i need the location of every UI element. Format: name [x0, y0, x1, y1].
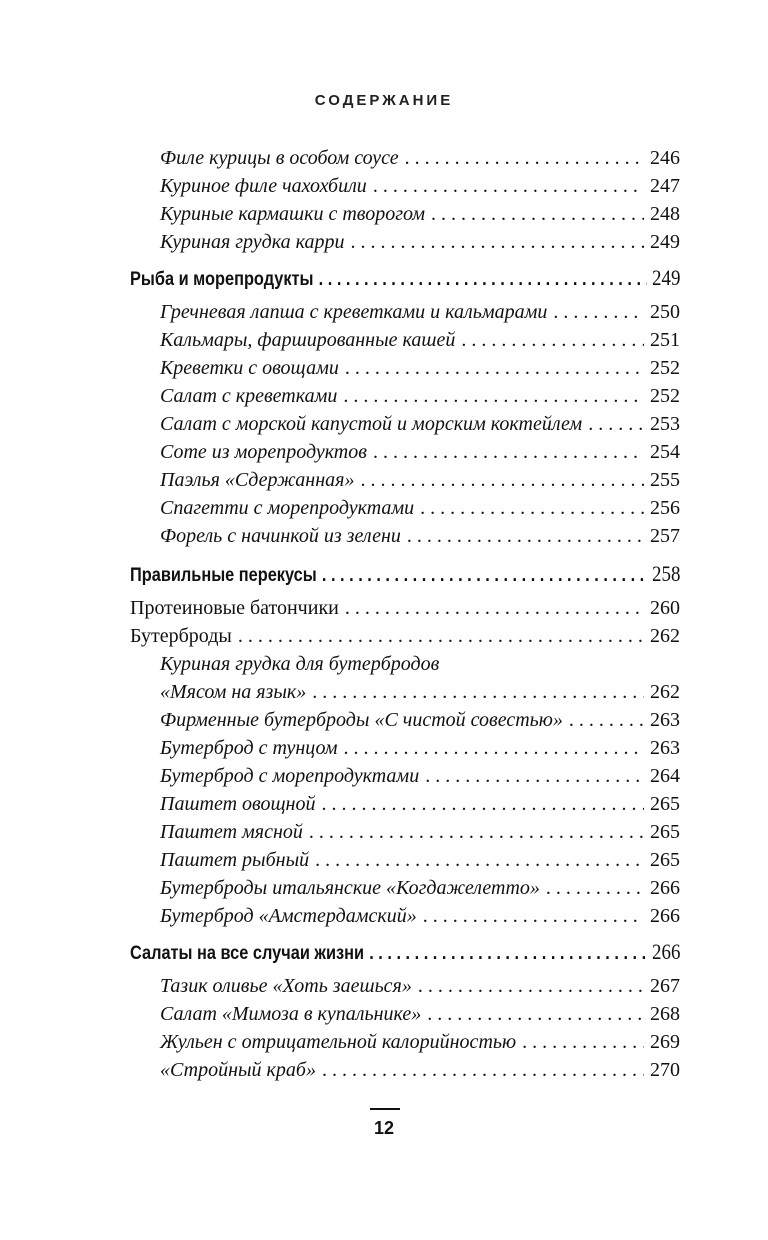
dot-leader: [345, 594, 644, 622]
entry-title: Креветки с овощами: [160, 357, 339, 379]
entry-page: 262: [650, 625, 680, 647]
entry-title: Филе курицы в особом соусе: [160, 147, 399, 169]
entry-title: Бутерброд «Амстердамский»: [160, 905, 417, 927]
entry-title: Форель с начинкой из зелени: [160, 525, 401, 547]
entry-page: 260: [650, 597, 680, 619]
dot-leader: [322, 1056, 644, 1084]
entry-title: Паштет мясной: [160, 821, 303, 843]
entry-title: Кальмары, фаршированные кашей: [160, 329, 456, 351]
entry-page: 265: [650, 849, 680, 871]
entry-page: 254: [650, 441, 680, 463]
entry-page: 266: [650, 905, 680, 927]
entry-page: 257: [650, 525, 680, 547]
dot-leader: [407, 522, 644, 550]
entry-title: Спагетти с морепродуктами: [160, 497, 415, 519]
entry-page: 247: [650, 175, 680, 197]
entry-title: Салат с креветками: [160, 385, 338, 407]
entry-page: 248: [650, 203, 680, 225]
dot-leader: [360, 466, 644, 494]
dot-leader: [405, 144, 644, 172]
entry-page: 266: [652, 939, 681, 964]
toc-section-heading: [130, 560, 680, 588]
toc-entry: [160, 1000, 680, 1028]
entry-page: 269: [650, 1031, 680, 1053]
toc-entry: [130, 622, 680, 650]
entry-page: 252: [650, 385, 680, 407]
dot-leader: [418, 972, 644, 1000]
toc-entry: [160, 972, 680, 1000]
dot-leader: [344, 734, 644, 762]
entry-title: «Мясом на язык»: [160, 681, 307, 703]
toc-entry: [160, 354, 680, 382]
toc-entry: [160, 466, 680, 494]
entry-page: 265: [650, 821, 680, 843]
entry-page: 255: [650, 469, 680, 491]
folio-rule: [370, 1108, 400, 1110]
dot-leader: [319, 266, 647, 294]
page-number: 12: [373, 1118, 395, 1138]
toc-entry: [160, 734, 680, 762]
entry-page: 264: [650, 765, 680, 787]
toc-entry: [160, 650, 680, 678]
toc-entry: [160, 172, 680, 200]
entry-title: Жульен с отрицательной калорийностью: [160, 1031, 517, 1053]
toc-entry: [160, 762, 680, 790]
entry-page: 262: [650, 681, 680, 703]
dot-leader: [238, 622, 644, 650]
dot-leader: [345, 354, 644, 382]
entry-title: Паштет овощной: [160, 793, 316, 815]
entry-title: Куриная грудка для бутербродов: [160, 653, 440, 675]
entry-title: Куриное филе чахохбили: [160, 175, 367, 197]
toc-entry: [160, 144, 680, 172]
dot-leader: [423, 902, 644, 930]
entry-page: 249: [650, 231, 680, 253]
toc-entry: [160, 1028, 680, 1056]
toc-entry: [160, 382, 680, 410]
dot-leader: [420, 494, 644, 522]
toc-section-heading: [130, 264, 680, 292]
dot-leader: [321, 790, 644, 818]
toc-entry: [160, 298, 680, 326]
dot-leader: [588, 410, 644, 438]
section-title: Салаты на все случаи жизни: [130, 943, 365, 964]
entry-page: 250: [650, 301, 680, 323]
entry-page: 249: [652, 265, 681, 290]
entry-title: Куриные кармашки с творогом: [160, 203, 425, 225]
entry-title: Салат «Мимоза в купальнике»: [160, 1003, 422, 1025]
dot-leader: [373, 172, 644, 200]
toc-entry: [160, 874, 680, 902]
toc-entry: [160, 228, 680, 256]
dot-leader: [309, 818, 644, 846]
entry-page: 263: [650, 709, 680, 731]
entry-title: Бутерброд с морепродуктами: [160, 765, 420, 787]
toc-entry: [160, 902, 680, 930]
toc-entry: [160, 790, 680, 818]
dot-leader: [343, 382, 644, 410]
toc-entry: [160, 706, 680, 734]
dot-leader: [425, 762, 644, 790]
dot-leader: [369, 940, 647, 968]
dot-leader: [522, 1028, 644, 1056]
toc-entry: [160, 438, 680, 466]
dot-leader: [553, 298, 644, 326]
section-title: Рыба и морепродукты: [130, 269, 314, 290]
entry-page: 256: [650, 497, 680, 519]
entry-title: Паэлья «Сдержанная»: [160, 469, 355, 491]
toc-entry: [160, 1056, 680, 1084]
entry-title: Куриная грудка карри: [160, 231, 345, 253]
toc-entry: [160, 522, 680, 550]
toc-entry: [160, 326, 680, 354]
toc-section-heading: [130, 938, 680, 966]
entry-page: 268: [650, 1003, 680, 1025]
dot-leader: [546, 874, 644, 902]
section-title: Правильные перекусы: [130, 565, 317, 586]
dot-leader: [350, 228, 644, 256]
entry-page: 270: [650, 1059, 680, 1081]
entry-page: 252: [650, 357, 680, 379]
entry-page: 251: [650, 329, 680, 351]
entry-title: Паштет рыбный: [160, 849, 310, 871]
toc-entry: [160, 846, 680, 874]
dot-leader: [427, 1000, 644, 1028]
entry-title: Бутерброды: [130, 625, 232, 647]
toc-entry: [160, 678, 680, 706]
entry-title: Салат с морской капустой и морским коктейлем: [160, 413, 583, 435]
entry-title: Тазик оливье «Хоть заешься»: [160, 975, 412, 997]
running-header: СОДЕРЖАНИЕ: [314, 92, 454, 109]
entry-title: Бутерброды итальянские «Когдажелетто»: [160, 877, 540, 899]
entry-title: «Стройный краб»: [160, 1059, 316, 1081]
entry-page: 253: [650, 413, 680, 435]
entry-title: Гречневая лапша с креветками и кальмарами: [160, 301, 548, 323]
toc-entry: [160, 410, 680, 438]
entry-title: Соте из морепродуктов: [160, 441, 367, 463]
entry-title: Бутерброд с тунцом: [160, 737, 338, 759]
entry-page: 265: [650, 793, 680, 815]
dot-leader: [373, 438, 644, 466]
entry-page: 267: [650, 975, 680, 997]
entry-page: 258: [652, 561, 681, 586]
toc-entry: [160, 200, 680, 228]
dot-leader: [315, 846, 644, 874]
dot-leader: [431, 200, 644, 228]
toc-entry: [160, 818, 680, 846]
entry-page: 266: [650, 877, 680, 899]
entry-title: Протеиновые батончики: [130, 597, 339, 619]
entry-title: Фирменные бутерброды «С чистой совестью»: [160, 709, 563, 731]
toc-entry: [130, 594, 680, 622]
entry-page: 263: [650, 737, 680, 759]
entry-page: 246: [650, 147, 680, 169]
dot-leader: [461, 326, 644, 354]
dot-leader: [322, 562, 647, 590]
dot-leader: [569, 706, 644, 734]
dot-leader: [312, 678, 644, 706]
toc-entry: [160, 494, 680, 522]
